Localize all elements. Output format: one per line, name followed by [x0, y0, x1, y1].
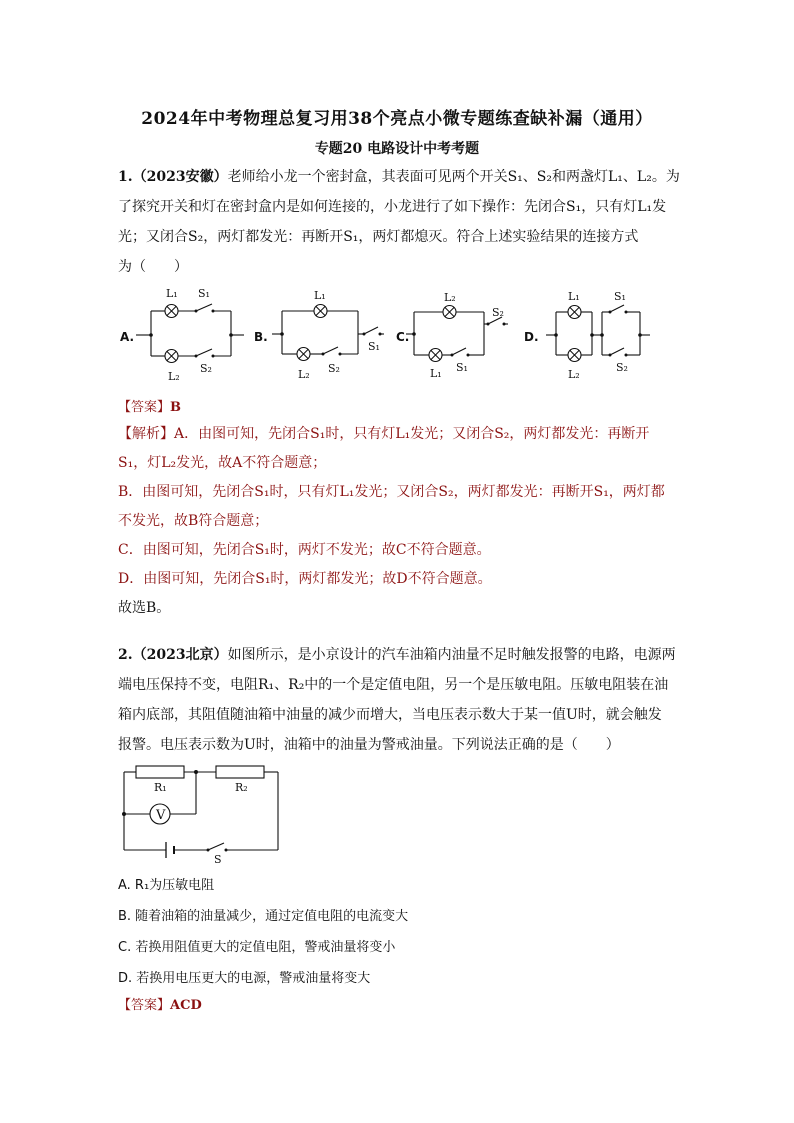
- q2-circuit: [116, 762, 296, 864]
- q1-analysis: [118, 420, 678, 623]
- q2-line-1: [118, 640, 678, 670]
- r2-label: R₂: [235, 781, 248, 794]
- switch-label: S: [214, 853, 222, 864]
- q1-analysis-d: D．由图可知，先闭合S₁时，两灯都发光；故D不符合题意。: [118, 571, 492, 587]
- q1-analysis-tag: 【解析】: [118, 426, 174, 442]
- circuit-b-s1-label: S₁: [368, 340, 380, 353]
- option-c-label: C.: [396, 330, 410, 344]
- circuit-a-s1-label: S₁: [198, 287, 210, 300]
- q2-line-2: 端电压保持不变，电阻R₁、R₂中的一个是定值电阻，另一个是压敏电阻。压敏电阻装在油: [118, 677, 669, 693]
- q1-answer-value: B: [170, 400, 182, 415]
- q1-line-1: [118, 162, 678, 192]
- circuit-a-l2-label: L₂: [168, 370, 180, 383]
- q1-analysis-b1: B．由图可知，先闭合S₁时，只有灯L₁发光；又闭合S₂，两灯都发光：再断开S₁，两灯都: [118, 484, 665, 500]
- circuit-b-s2-label: S₂: [328, 362, 340, 375]
- circuit-d-s1-label: S₁: [614, 290, 626, 303]
- q1-number: 1.: [118, 169, 133, 185]
- circuit-b-l1-label: L₁: [314, 289, 326, 302]
- q1-source: （2023安徽）: [132, 169, 228, 185]
- circuit-c-l2-label: L₂: [444, 291, 456, 304]
- q2-number: 2.: [118, 647, 133, 663]
- q2-answer: [118, 994, 202, 1013]
- q1-line-2: 了探究开关和灯在密封盒内是如何连接的，小龙进行了如下操作：先闭合S₁，只有灯L₁发: [118, 199, 667, 215]
- q1-analysis-b2: 不发光，故B符合题意；: [118, 513, 269, 529]
- q1-text-1: 老师给小龙一个密封盒，其表面可见两个开关S₁、S₂和两盏灯L₁、L₂。为: [227, 169, 680, 185]
- q2-choice-d: D. 若换用电压更大的电源，警戒油量将变大: [118, 971, 371, 986]
- r2-resistor: [216, 766, 264, 778]
- circuit-d-l1-label: L₁: [568, 290, 580, 303]
- q1-circuit-options: [116, 284, 656, 394]
- q1-circuit-svg: [116, 284, 656, 394]
- q1-analysis-c: C．由图可知，先闭合S₁时，两灯不发光；故C不符合题意。: [118, 542, 491, 558]
- q2-text-1: 如图所示，是小京设计的汽车油箱内油量不足时触发报警的电路，电源两: [227, 647, 676, 663]
- circuit-d-diagram: [546, 305, 650, 355]
- q2-choice-c: C. 若换用阻值更大的定值电阻，警戒油量将变小: [118, 940, 396, 955]
- voltmeter-label: V: [156, 808, 166, 823]
- q1-analysis-a2: S₁，灯L₂发光，故A不符合题意；: [118, 455, 327, 471]
- option-a-label: A.: [120, 330, 135, 344]
- option-d-label: D.: [524, 330, 539, 344]
- question-2: [118, 640, 678, 760]
- q2-line-3: 箱内底部，其阻值随油箱中油量的减少而增大，当电压表示数大于某一值U时，就会触发: [118, 707, 662, 723]
- circuit-c-l1-label: L₁: [430, 367, 442, 380]
- q1-analysis-a1: A．由图可知，先闭合S₁时，只有灯L₁发光；又闭合S₂，两灯都发光：再断开: [174, 426, 650, 442]
- q2-answer-value: ACD: [170, 998, 202, 1013]
- q2-source: （2023北京）: [132, 647, 228, 663]
- q2-choices: [118, 870, 408, 994]
- r1-label: R₁: [154, 781, 167, 794]
- q2-line-4: 报警。电压表示数为U时，油箱中的油量为警戒油量。下列说法正确的是（ ）: [118, 737, 620, 753]
- q1-conclusion: 故选B。: [118, 600, 171, 616]
- circuit-a-l1-label: L₁: [166, 287, 178, 300]
- page-title: 2024年中考物理总复习用38个亮点小微专题练查缺补漏（通用）: [141, 109, 653, 129]
- q1-answer-tag: 【答案】: [118, 400, 171, 415]
- circuit-a-diagram: [136, 304, 244, 356]
- option-b-label: B.: [254, 330, 268, 344]
- circuit-a-s2-label: S₂: [200, 362, 212, 375]
- circuit-d-l2-label: L₂: [568, 368, 580, 381]
- circuit-c-s1-label: S₁: [456, 361, 468, 374]
- question-1: [118, 162, 678, 282]
- q1-line-4: 为（ ）: [118, 259, 188, 275]
- q1-line-3: 光；又闭合S₂，两灯都发光：再断开S₁，两灯都熄灭。符合上述实验结果的连接方式: [118, 229, 639, 245]
- circuit-b-l2-label: L₂: [298, 368, 310, 381]
- q2-choice-a: A. R₁为压敏电阻: [118, 878, 215, 893]
- q2-answer-tag: 【答案】: [118, 998, 171, 1013]
- q1-answer: [118, 396, 181, 415]
- circuit-d-s2-label: S₂: [616, 361, 628, 374]
- r1-resistor: [136, 766, 184, 778]
- page-subtitle: 专题20 电路设计中考考题: [314, 141, 480, 157]
- q1-analysis-line-1: [118, 420, 678, 449]
- q2-circuit-svg: [116, 762, 296, 864]
- circuit-c-s2-label: S₂: [492, 306, 504, 319]
- q2-choice-b: B. 随着油箱的油量减少，通过定值电阻的电流变大: [118, 909, 409, 924]
